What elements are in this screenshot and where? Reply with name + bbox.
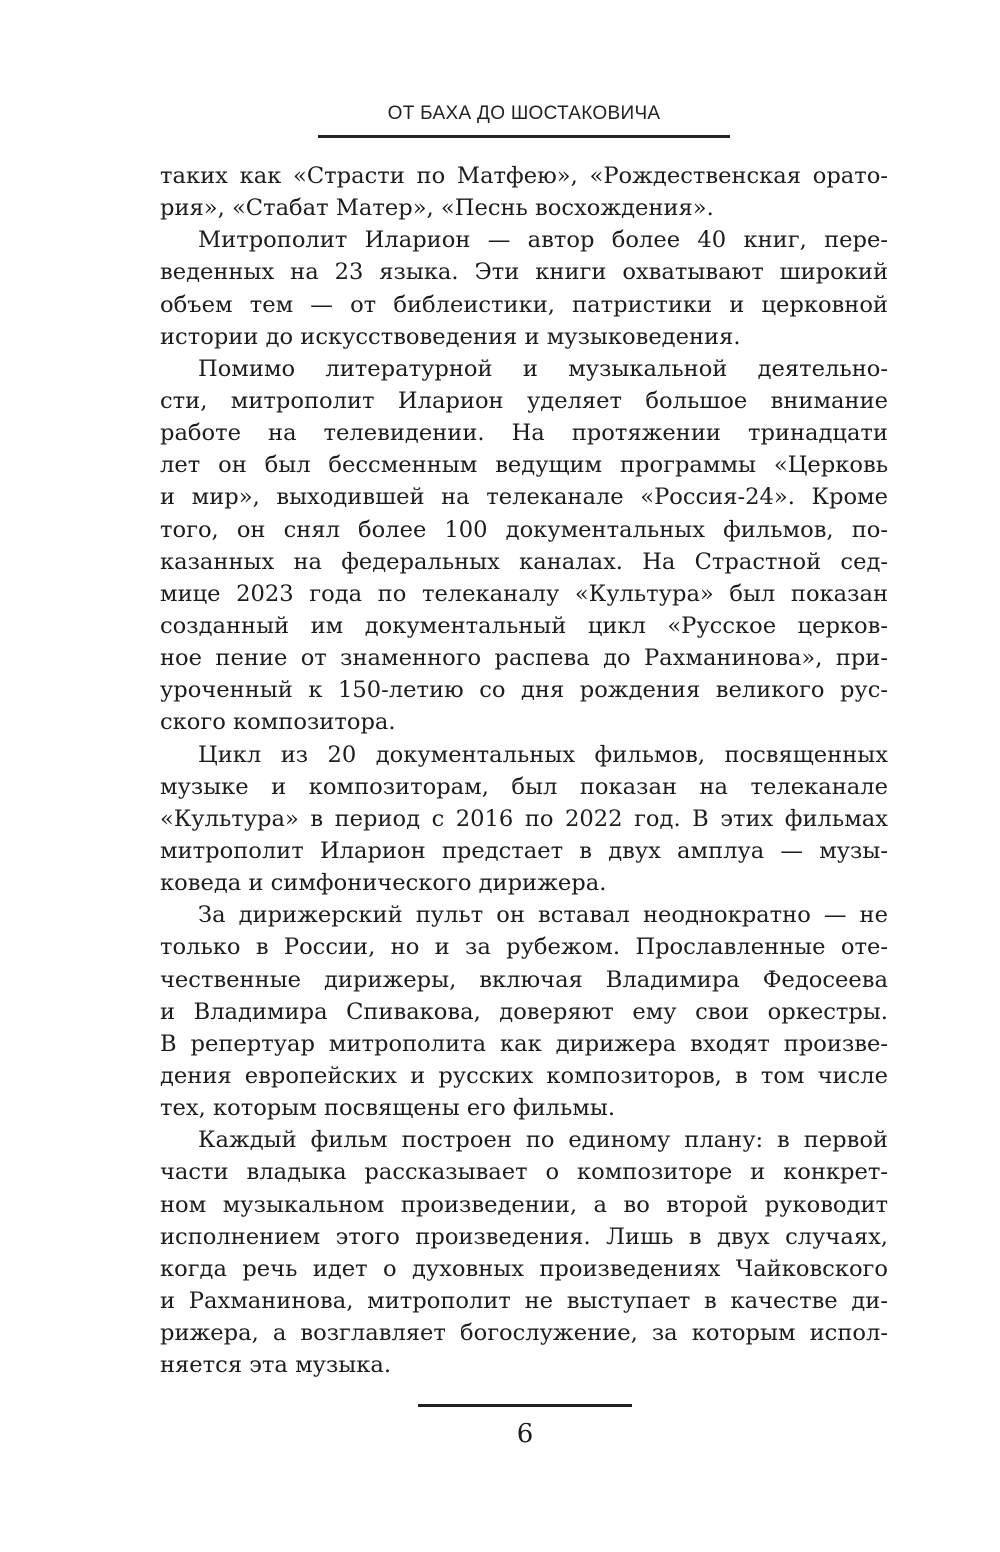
text-line: ное пение от знаменного распева до Рахманинова», при- bbox=[160, 645, 888, 672]
text-line: таких как «Страсти по Матфею», «Рождественская орато- bbox=[160, 163, 888, 189]
text-line: няется эта музыка. bbox=[160, 1352, 392, 1379]
text-line: мице 2023 года по телеканалу «Культура» был показан bbox=[160, 580, 888, 607]
text-line: и Рахманинова, митрополит не выступает в качестве ди- bbox=[160, 1287, 888, 1314]
header-rule bbox=[318, 135, 730, 138]
text-line: и мир», выходившей на телеканале «Россия-24». Кроме bbox=[160, 484, 888, 511]
text-line: чественные дирижеры, включая Владимира Федосеева bbox=[160, 966, 888, 993]
text-line: За дирижерский пульт он вставал неоднократно — не bbox=[198, 902, 888, 929]
body-text bbox=[160, 160, 888, 1381]
text-line: Цикл из 20 документальных фильмов, посвященных bbox=[198, 741, 888, 768]
text-line: ского композитора. bbox=[160, 709, 396, 736]
text-line: сти, митрополит Иларион уделяет большое внимание bbox=[160, 387, 888, 414]
text-line: Каждый фильм построен по единому плану: в первой bbox=[198, 1127, 888, 1154]
text-line: лет он был бессменным ведущим программы «Церковь bbox=[160, 452, 888, 479]
text-line: части владыка рассказывает о композиторе и конкрет- bbox=[160, 1159, 888, 1186]
text-line: коведа и симфонического дирижера. bbox=[160, 870, 607, 897]
text-line: В репертуар митрополита как дирижера входят произве- bbox=[160, 1030, 888, 1057]
text-line: истории до искусствоведения и музыковедения. bbox=[160, 323, 741, 350]
text-line: того, он снял более 100 документальных фильмов, по- bbox=[160, 516, 888, 543]
paragraph bbox=[160, 224, 888, 353]
text-line: ном музыкальном произведении, а во второй руководит bbox=[160, 1191, 888, 1218]
text-line: музыке и композиторам, был показан на телеканале bbox=[160, 773, 888, 800]
paragraph bbox=[160, 353, 888, 739]
text-line: только в России, но и за рубежом. Прославленные оте- bbox=[160, 934, 888, 961]
text-line: созданный им документальный цикл «Русское церков- bbox=[160, 612, 888, 639]
text-line: казанных на федеральных каналах. На Страстной сед- bbox=[160, 548, 888, 575]
footer-rule bbox=[418, 1404, 632, 1407]
text-line: исполнением этого произведения. Лишь в двух случаях, bbox=[160, 1223, 888, 1250]
text-line: и Владимира Спивакова, доверяют ему свои оркестры. bbox=[160, 998, 888, 1025]
paragraph bbox=[160, 160, 888, 224]
text-line: «Культура» в период с 2016 по 2022 год. В этих фильмах bbox=[160, 805, 888, 832]
paragraph bbox=[160, 899, 888, 1124]
paragraph bbox=[160, 1124, 888, 1381]
text-line: когда речь идет о духовных произведениях Чайковского bbox=[160, 1255, 888, 1282]
text-line: рия», «Стабат Матер», «Песнь восхождения». bbox=[160, 195, 714, 222]
text-line: Помимо литературной и музыкальной деятельно- bbox=[198, 355, 888, 382]
text-line: Митрополит Иларион — автор более 40 книг, пере- bbox=[198, 227, 888, 254]
text-line: рижера, а возглавляет богослужение, за которым испол- bbox=[160, 1320, 888, 1347]
text-line: тех, которым посвящены его фильмы. bbox=[160, 1095, 616, 1122]
text-line: дения европейских и русских композиторов, в том числе bbox=[160, 1062, 888, 1089]
text-line: объем тем — от библеистики, патристики и церковной bbox=[160, 291, 888, 318]
paragraph bbox=[160, 739, 888, 900]
page-number: 6 bbox=[516, 1419, 534, 1449]
text-line: уроченный к 150-летию со дня рождения великого рус- bbox=[160, 677, 888, 704]
text-line: веденных на 23 языка. Эти книги охватывают широкий bbox=[160, 259, 888, 286]
text-line: митрополит Иларион предстает в двух амплуа — музы- bbox=[160, 837, 888, 864]
text-line: работе на телевидении. На протяжении тринадцати bbox=[160, 420, 888, 447]
running-header: ОТ БАХА ДО ШОСТАКОВИЧА bbox=[387, 103, 661, 124]
